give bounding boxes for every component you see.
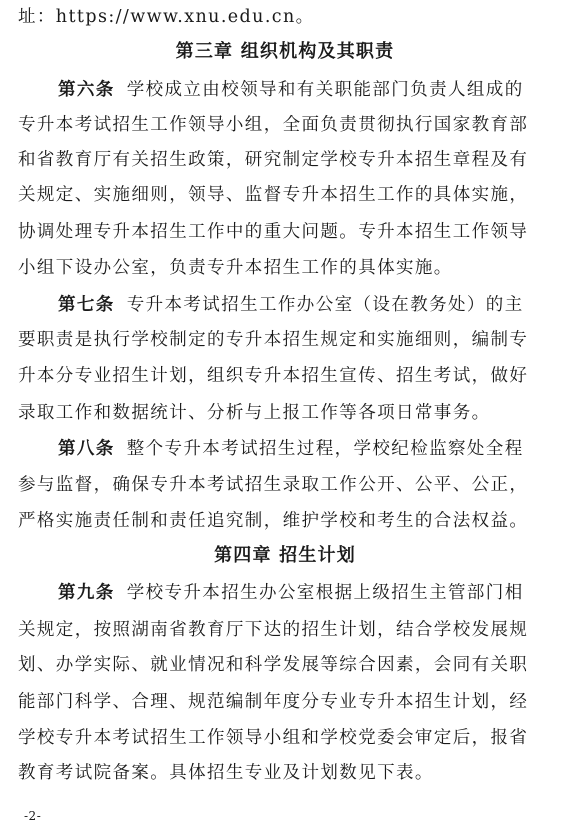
article-6-text-5: 协调处理专升本招生工作中的重大问题。专升本招生工作领导 <box>18 222 529 242</box>
article-9-text-6: 教育考试院备案。具体招生专业及计划数见下表。 <box>18 763 434 783</box>
article-9-text-4: 能部门科学、合理、规范编制年度分专业专升本招生计划，经 <box>18 692 529 712</box>
article-7-text-3: 升本分专业招生计划，组织专升本招生宣传、招生考试，做好 <box>18 366 529 386</box>
article-6-label: 第六条 <box>58 80 115 100</box>
article-8-text-2: 参与监督，确保专升本考试招生录取工作公开、公平、公正， <box>18 475 529 495</box>
article-6-text-1: 学校成立由校领导和有关职能部门负责人组成的 <box>126 80 524 100</box>
article-8-text-3: 严格实施责任制和责任追究制，维护学校和考生的合法权益。 <box>18 511 529 531</box>
page-number: -2- <box>24 809 42 823</box>
article-9-text-1: 学校专升本招生办公室根据上级招生主管部门相 <box>126 583 524 603</box>
article-7-label: 第七条 <box>58 295 115 315</box>
article-9-first-line <box>58 580 552 606</box>
article-6-first-line <box>58 77 552 103</box>
article-7-text-2: 要职责是执行学校制定的专升本招生规定和实施细则，编制专 <box>18 330 529 350</box>
article-8-text-1: 整个专升本考试招生过程，学校纪检监察处全程 <box>126 439 524 459</box>
article-9-text-2: 关规定，按照湖南省教育厅下达的招生计划，结合学校发展规 <box>18 620 529 640</box>
article-8-label: 第八条 <box>58 439 115 459</box>
article-7-first-line <box>58 292 552 318</box>
address-line: 址：https://www.xnu.edu.cn。 <box>18 7 315 27</box>
article-9-label: 第九条 <box>58 583 115 603</box>
article-7-text-4: 录取工作和数据统计、分析与上报工作等各项日常事务。 <box>18 403 491 423</box>
chapter-4-heading: 第四章 招生计划 <box>214 545 356 566</box>
article-6-text-2: 专升本考试招生工作领导小组，全面负责贯彻执行国家教育部 <box>18 115 529 135</box>
article-7-text-1: 专升本考试招生工作办公室（设在教务处）的主 <box>126 295 524 315</box>
article-9-text-3: 划、办学实际、就业情况和科学发展等综合因素，会同有关职 <box>18 655 529 675</box>
article-8-first-line <box>58 436 552 462</box>
article-6-text-6: 小组下设办公室，负责专升本招生工作的具体实施。 <box>18 258 453 278</box>
chapter-3-heading: 第三章 组织机构及其职责 <box>175 41 395 62</box>
article-9-text-5: 学校专升本考试招生工作领导小组和学校党委会审定后，报省 <box>18 728 529 748</box>
article-6-text-3: 和省教育厅有关招生政策，研究制定学校专升本招生章程及有 <box>18 150 529 170</box>
article-6-text-4: 关规定、实施细则，领导、监督专升本招生工作的具体实施， <box>18 185 529 205</box>
